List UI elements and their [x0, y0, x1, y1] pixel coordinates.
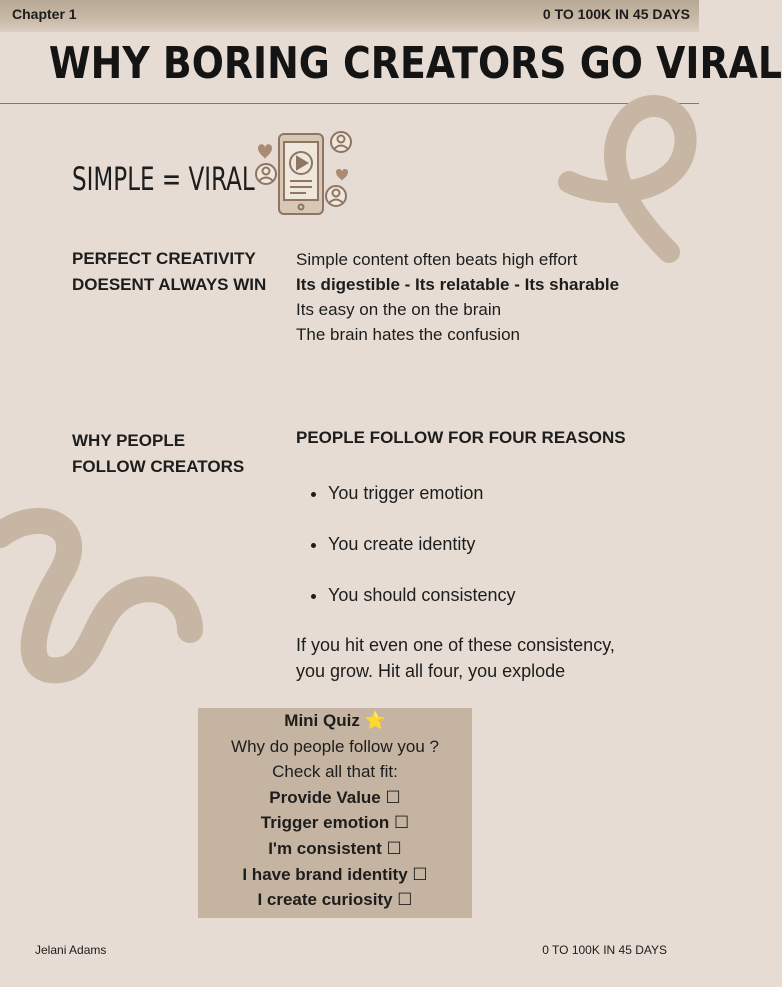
swirl-decoration-top — [559, 92, 699, 262]
section1-label-line2: DOESENT ALWAYS WIN — [72, 275, 267, 294]
chapter-label: Chapter 1 — [12, 6, 77, 22]
closing-line1: If you hit even one of these consistency, — [296, 635, 615, 655]
list-item: • You should consistency — [328, 580, 515, 631]
page-title: WHY BORING CREATORS GO VIRAL — [48, 38, 782, 89]
section1-body — [296, 247, 619, 347]
closing-text — [296, 632, 615, 684]
phone-video-icon — [252, 128, 354, 216]
quiz-option-checkbox[interactable]: I'm consistent ☐ — [268, 838, 402, 858]
quiz-instruction: Check all that fit: — [272, 762, 398, 782]
reasons-title: PEOPLE FOLLOW FOR FOUR REASONS — [296, 428, 626, 447]
quiz-option-checkbox[interactable]: I have brand identity ☐ — [242, 864, 428, 884]
section-heading: SIMPLE = VIRAL — [72, 160, 255, 198]
quiz-option-checkbox[interactable]: Trigger emotion ☐ — [260, 813, 410, 833]
section2-label-line1: WHY PEOPLE — [72, 431, 186, 450]
mini-quiz-box — [198, 708, 472, 918]
header-book-title: 0 TO 100K IN 45 DAYS — [542, 6, 690, 22]
list-item: • You trigger emotion — [328, 478, 515, 529]
footer-book-title: 0 TO 100K IN 45 DAYS — [542, 943, 667, 957]
quiz-question: Why do people follow you ? — [231, 736, 439, 756]
section1-label-line1: PERFECT CREATIVITY — [72, 249, 256, 268]
footer-author: Jelani Adams — [35, 943, 107, 957]
swirl-decoration-left — [0, 505, 210, 695]
section1-label — [72, 246, 266, 298]
quiz-option-checkbox[interactable]: Provide Value ☐ — [269, 787, 401, 807]
reasons-list — [296, 478, 515, 631]
section2-label-line2: FOLLOW CREATORS — [72, 457, 245, 476]
closing-line2: you grow. Hit all four, you explode — [296, 661, 566, 681]
list-item: • You create identity — [328, 529, 515, 580]
body-line: The brain hates the confusion — [296, 325, 520, 344]
body-line: Simple content often beats high effort — [296, 250, 578, 269]
quiz-option-checkbox[interactable]: I create curiosity ☐ — [257, 890, 413, 910]
body-line-bold: Its digestible - Its relatable - Its sharable — [296, 275, 620, 294]
body-line: Its easy on the on the brain — [296, 300, 502, 319]
quiz-title: Mini Quiz ⭐ — [284, 711, 386, 730]
section2-label — [72, 428, 244, 480]
